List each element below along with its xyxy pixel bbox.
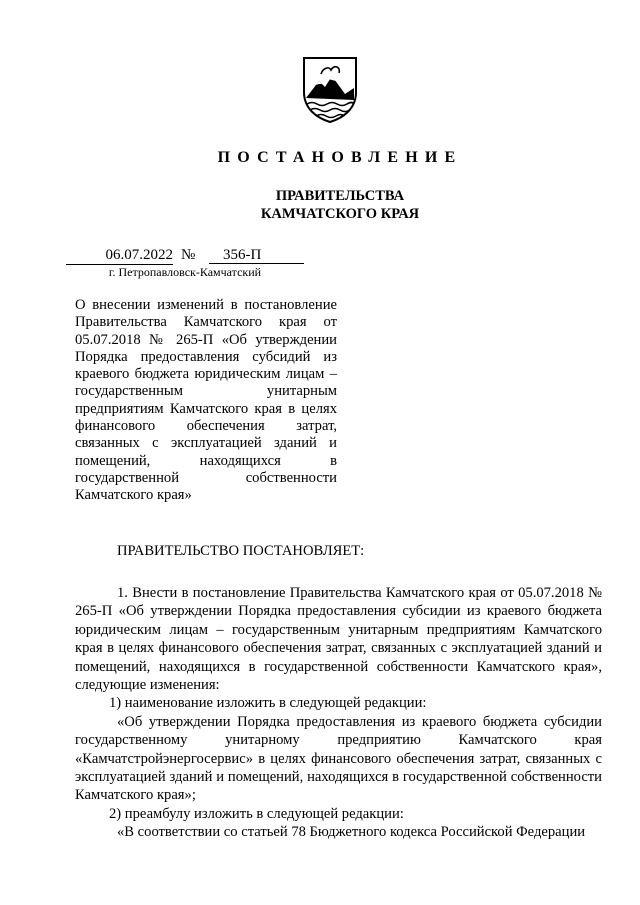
body-paragraph-2: 1) наименование изложить в следующей редакции: <box>109 695 427 712</box>
kamchatka-coat-of-arms-icon <box>301 54 359 124</box>
issuer-line-1: ПРАВИТЕЛЬСТВА <box>275 188 405 204</box>
body-paragraph-4: 2) преамбулу изложить в следующей редакции: <box>109 805 404 822</box>
registration-number: 356-П <box>209 246 304 264</box>
issuer-line-2: КАМЧАТСКОГО КРАЯ <box>260 206 420 222</box>
document-body <box>75 584 602 842</box>
decree-heading: ПРАВИТЕЛЬСТВО ПОСТАНОВЛЯЕТ: <box>117 543 365 559</box>
body-paragraph-3: «Об утверждении Порядка предоставления из краевого бюджета субсидии государственному унитарному предприятию Камчатского края «Камчатстройэнергосервис» в целях финансового обеспечения затрат, связанных с эксплуатацией зданий и помещений, находящихся в государственной собственности Камчатского края»; <box>75 713 602 804</box>
city-label: г. Петропавловск-Камчатский <box>108 265 262 279</box>
body-paragraph-1: 1. Внести в постановление Правительства Камчатского края от 05.07.2018 № 265-П «Об утверждении Порядка предоставления субсидии из краевого бюджета юридическим лицам – государственным унитарным предприятиям Камчатского края в целях финансового обеспечения затрат, связанных с эксплуатацией зданий и помещений, находящихся в государственной собственности Камчатского края», следующие изменения: <box>75 585 602 694</box>
body-paragraph-5: «В соответствии со статьей 78 Бюджетного кодекса Российской Федерации <box>117 824 586 841</box>
document-subject: О внесении изменений в постановление Правительства Камчатского края от 05.07.2018 № 265-П «Об утверждении Порядка предоставления субсидий из краевого бюджета юридическим лицам – государственным унитарным предприятиям Камчатского края в целях финансового обеспечения затрат, связанных с эксплуатацией зданий и помещений, находящихся в государственной собственности Камчатского края» <box>75 297 337 504</box>
issuer-block <box>0 187 640 223</box>
registration-date: 06.07.2022 <box>66 246 173 265</box>
document-type-title: ПОСТАНОВЛЕНИЕ <box>217 149 463 166</box>
number-sign: № <box>181 247 196 263</box>
